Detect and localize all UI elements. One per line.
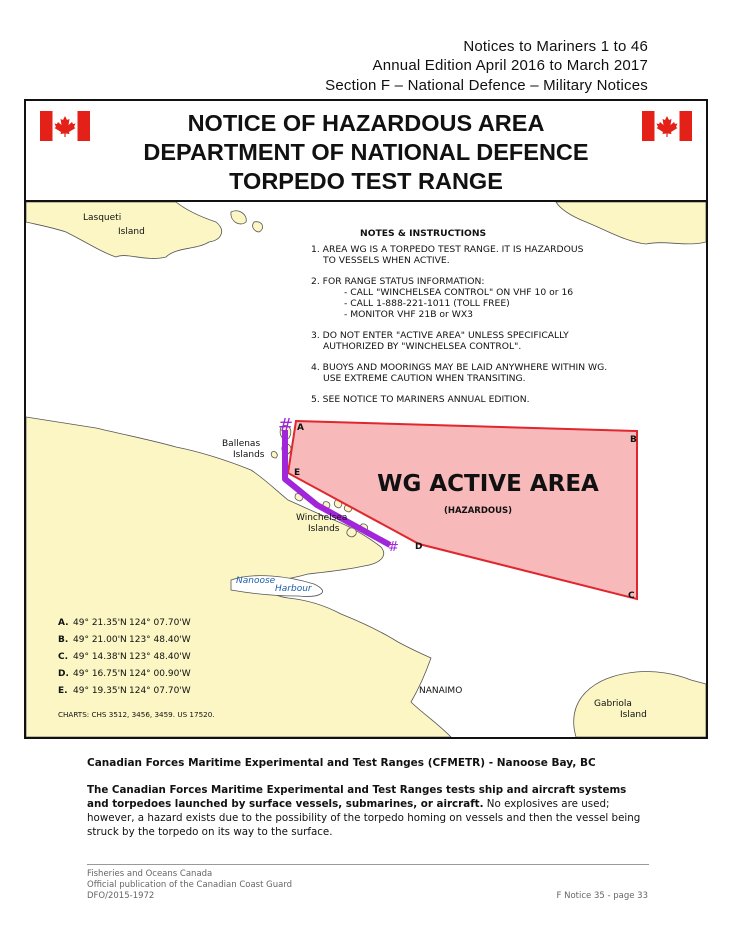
range-marker-south: # xyxy=(388,540,399,555)
note-3b: AUTHORIZED BY "WINCHELSEA CONTROL". xyxy=(323,341,522,352)
coord-a-lat: 49° 21.35'N xyxy=(73,618,127,628)
range-description-body xyxy=(87,783,647,839)
footer-org: Fisheries and Oceans Canada xyxy=(87,869,213,879)
footer-publication: Official publication of the Canadian Coast Guard xyxy=(87,880,293,890)
header-edition: Annual Edition April 2016 to March 2017 xyxy=(372,57,648,74)
range-description-rest: No explosives are used; however, a hazard exists due to the possibility of the torpedo homing on vessels and then the vessel being struck by the torpedo on its way to the surface. xyxy=(87,798,641,838)
coord-c-lat: 49° 14.38'N xyxy=(73,652,127,662)
footer-code: DFO/2015-1972 xyxy=(87,891,155,901)
note-4a: 4. BUOYS AND MOORINGS MAY BE LAID ANYWHERE WITHIN WG. xyxy=(311,362,608,373)
notes-title: NOTES & INSTRUCTIONS xyxy=(360,228,487,239)
coord-d-lat: 49° 16.75'N xyxy=(73,669,127,679)
coord-e-lat: 49° 19.35'N xyxy=(73,686,127,696)
note-4b: USE EXTREME CAUTION WHEN TRANSITING. xyxy=(323,373,526,384)
point-label-d: D xyxy=(415,542,423,552)
canada-flag-icon xyxy=(642,111,692,141)
area-subtitle: (HAZARDOUS) xyxy=(443,506,513,516)
place-lasqueti-2: Island xyxy=(118,227,145,237)
footer-divider xyxy=(87,864,649,865)
coord-c-label: C. xyxy=(58,652,69,662)
point-label-a: A xyxy=(297,423,304,433)
place-winchelsea-2: Islands xyxy=(308,524,340,534)
range-description-title: Canadian Forces Maritime Experimental and Test Ranges (CFMETR) - Nanoose Bay, BC xyxy=(87,757,596,769)
coord-c-lon: 123° 48.40'W xyxy=(129,652,191,662)
point-label-e: E xyxy=(294,468,301,478)
place-winchelsea-1: Winchelsea xyxy=(296,513,348,523)
place-ballenas-1: Ballenas xyxy=(222,439,261,449)
note-2b: - CALL "WINCHELSEA CONTROL" ON VHF 10 or 16 xyxy=(344,287,574,298)
area-title: WG ACTIVE AREA xyxy=(377,471,599,497)
range-description-bold: The Canadian Forces Maritime Experimental and Test Ranges tests ship and aircraft systems and torpedoes launched by surface vessels, submarines, or aircraft. xyxy=(87,784,627,810)
coord-b-label: B. xyxy=(58,635,69,645)
coord-b-lat: 49° 21.00'N xyxy=(73,635,127,645)
range-map xyxy=(26,202,706,737)
range-marker-north: # xyxy=(278,415,294,436)
coord-b-lon: 123° 48.40'W xyxy=(129,635,191,645)
note-2d: - MONITOR VHF 21B or WX3 xyxy=(344,309,473,320)
footer-page: F Notice 35 - page 33 xyxy=(556,891,648,901)
title-line-1: NOTICE OF HAZARDOUS AREA xyxy=(187,110,545,136)
coord-a-label: A. xyxy=(58,618,69,628)
coord-d-label: D. xyxy=(58,669,69,679)
place-gabriola-2: Island xyxy=(620,710,647,720)
header-section: Section F – National Defence – Military Notices xyxy=(325,77,648,94)
place-nanaimo: NANAIMO xyxy=(419,686,463,696)
coord-e-lon: 124° 07.70'W xyxy=(129,686,191,696)
title-line-2: DEPARTMENT OF NATIONAL DEFENCE xyxy=(143,139,589,165)
place-gabriola-1: Gabriola xyxy=(594,699,632,709)
coord-e-label: E. xyxy=(58,686,68,696)
notice-frame xyxy=(24,99,708,739)
note-2a: 2. FOR RANGE STATUS INFORMATION: xyxy=(311,276,485,287)
title-bar xyxy=(26,101,706,202)
note-5: 5. SEE NOTICE TO MARINERS ANNUAL EDITION. xyxy=(311,394,530,405)
place-nanoose-2: Harbour xyxy=(275,584,312,594)
header-series: Notices to Mariners 1 to 46 xyxy=(463,38,648,55)
note-1a: 1. AREA WG IS A TORPEDO TEST RANGE. IT IS HAZARDOUS xyxy=(311,244,584,255)
point-label-c: C xyxy=(628,591,635,601)
place-nanoose-1: Nanoose xyxy=(236,576,276,586)
note-3a: 3. DO NOT ENTER "ACTIVE AREA" UNLESS SPECIFICALLY xyxy=(311,330,569,341)
point-label-b: B xyxy=(630,435,637,445)
note-2c: - CALL 1-888-221-1011 (TOLL FREE) xyxy=(344,298,510,309)
title-line-3: TORPEDO TEST RANGE xyxy=(229,168,503,194)
place-lasqueti-1: Lasqueti xyxy=(83,213,122,223)
place-ballenas-2: Islands xyxy=(233,450,265,460)
note-1b: TO VESSELS WHEN ACTIVE. xyxy=(323,255,450,266)
charts-reference: CHARTS: CHS 3512, 3456, 3459. US 17520. xyxy=(58,710,215,719)
coord-a-lon: 124° 07.70'W xyxy=(129,618,191,628)
coord-d-lon: 124° 00.90'W xyxy=(129,669,191,679)
range-description xyxy=(87,757,647,839)
